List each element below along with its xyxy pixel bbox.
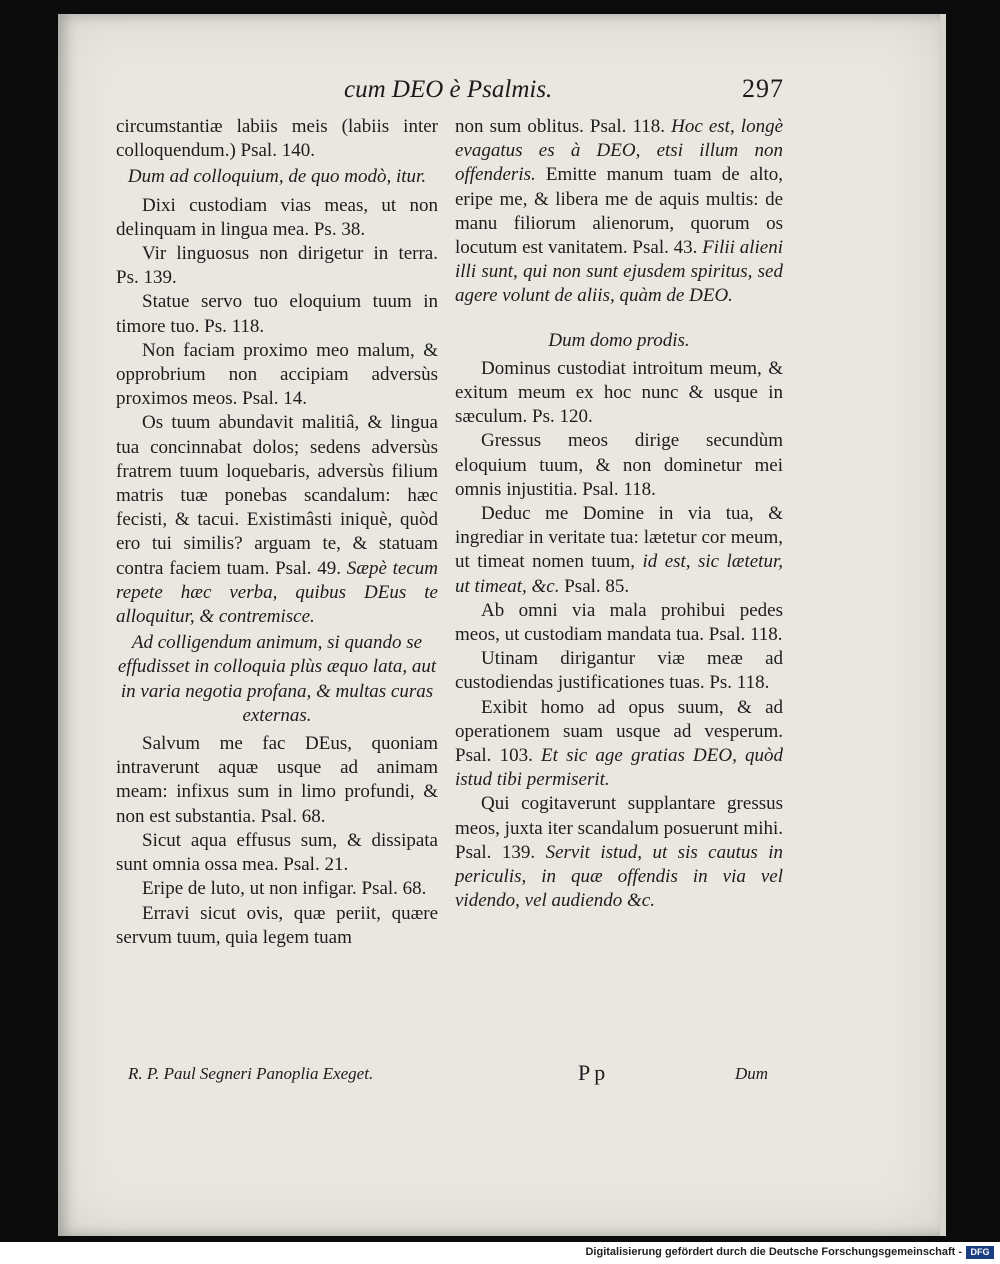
right-paragraph-1b-gloss: Filii alieni illi sunt, qui non sunt ejusdem spiritus, sed agere volunt de aliis, quàm de DEO. xyxy=(455,237,783,307)
left-paragraph-10: Erravi sicut ovis, quæ periit, quære servum tuum, quia legem tuam xyxy=(116,902,438,948)
left-paragraph-6 xyxy=(116,411,438,629)
left-paragraph-3: Vir linguosus non dirigetur in terra. Ps. 139. xyxy=(116,243,438,289)
right-paragraph-1 xyxy=(455,115,783,309)
right-paragraph-3: Gressus meos dirige secundùm eloquium tuum, & non dominetur mei omnis injustitia. Psal. 118. xyxy=(455,430,783,500)
right-paragraph-5: Ab omni via mala prohibui pedes meos, ut custodiam mandata tua. Psal. 118. xyxy=(455,599,783,646)
right-paragraph-7-text: Exibit homo ad opus suum, & ad operationem suam usque ad vesperum. Psal. 103. xyxy=(455,696,783,767)
left-column xyxy=(116,115,438,950)
right-column xyxy=(455,115,783,914)
right-paragraph-7-gloss: Et sic age gratias DEO, quòd istud tibi permiserit. xyxy=(455,745,783,791)
left-paragraph-5: Non faciam proximo meo malum, & opprobrium non accipiam adversùs proximos meos. Psal. 14. xyxy=(116,339,438,410)
right-paragraph-4-gloss: id est, sic lætetur, ut timeat, &c. xyxy=(455,551,784,597)
left-paragraph-6-gloss: Sæpè tecum repete hæc verba, quibus DEus te alloquitur, & contremisce. xyxy=(116,557,438,628)
left-paragraph-8: Sicut aqua effusus sum, & dissipata sunt omnia ossa mea. Psal. 21. xyxy=(116,829,438,876)
right-heading-1: Dum domo prodis. xyxy=(548,329,690,351)
signature-mark: Pp xyxy=(578,1060,610,1085)
right-paragraph-8-text: Qui cogitaverunt supplantare gressus meos, juxta iter scandalum posuerunt mihi. Psal. 139. xyxy=(455,793,783,863)
dfg-logo: DFG xyxy=(966,1246,994,1259)
running-title: cum DEO è Psalmis. xyxy=(344,76,553,103)
right-paragraph-4-ref: Psal. 85. xyxy=(564,575,630,597)
footer-author: R. P. Paul Segneri Panoplia Exeget. xyxy=(128,1064,374,1083)
right-paragraph-4-text: Deduc me Domine in via tua, & ingrediar in veritate tua: lætetur cor meum, ut timeat nomen tuum, xyxy=(455,503,783,573)
left-heading-2: Ad colligendum animum, si quando se effudisset in colloquia plùs æquo lata, aut in varia negotia profana, & multas curas externas. xyxy=(117,632,437,726)
right-paragraph-6: Utinam dirigantur viæ meæ ad custodiendas justificationes tuas. Ps. 118. xyxy=(455,648,783,694)
right-paragraph-8-gloss: Servit istud, ut sis cautus in periculis, in quæ offendis in via vel videndo, vel audiendo &c. xyxy=(455,841,783,912)
left-paragraph-9: Eripe de luto, ut non infigar. Psal. 68. xyxy=(142,878,427,900)
page-number: 297 xyxy=(742,74,784,103)
right-paragraph-2: Dominus custodiat introitum meum, & exitum meum ex hoc nunc & usque in sæculum. Ps. 120. xyxy=(455,357,783,428)
left-paragraph-2: Dixi custodiam vias meas, ut non delinquam in lingua mea. Ps. 38. xyxy=(116,194,438,240)
left-heading-1: Dum ad colloquium, de quo modò, itur. xyxy=(127,166,427,188)
page-header xyxy=(344,76,784,110)
page-footer xyxy=(128,1060,768,1090)
right-paragraph-4 xyxy=(455,502,783,599)
right-paragraph-1b-text: Emitte manum tuam de alto, eripe me, & libera me de aquis multis: de manu filiorum alienorum, quorum os locutum est vanitatem. Psal. 43. xyxy=(455,164,784,259)
left-paragraph-4: Statue servo tuo eloquium tuum in timore tuo. Ps. 118. xyxy=(116,291,438,337)
catchword: Dum xyxy=(734,1064,768,1083)
page-edge xyxy=(940,14,946,1236)
right-paragraph-1-gloss: Hoc est, longè evagatus es à DEO, etsi illum non offenderis. xyxy=(455,116,783,186)
right-paragraph-8 xyxy=(455,792,783,913)
left-paragraph-7: Salvum me fac DEus, quoniam intraverunt aquæ usque ad animam meam: infixus sum in limo profundi, & non est substantia. Psal. 68. xyxy=(116,733,438,827)
left-paragraph-6-text: Os tuum abundavit malitiâ, & lingua tua concinnabat dolos; sedens adversùs fratrem tuum loquebaris, adversùs filium matris tuæ ponebas scandalum: hæc fecisti, & tacui. Existimâsti iniquè, quòd ero tui similis? arguam te, & statuam contra faciem tuam. Psal. 49. xyxy=(116,412,438,579)
credit-text: Digitalisierung gefördert durch die Deutsche Forschungsgemeinschaft - xyxy=(585,1246,962,1258)
credit-bar xyxy=(0,1242,1000,1264)
left-paragraph-1: circumstantiæ labiis meis (labiis inter colloquendum.) Psal. 140. xyxy=(116,116,438,162)
right-paragraph-1-text: non sum oblitus. Psal. 118. xyxy=(455,116,665,137)
right-paragraph-7 xyxy=(455,696,783,793)
